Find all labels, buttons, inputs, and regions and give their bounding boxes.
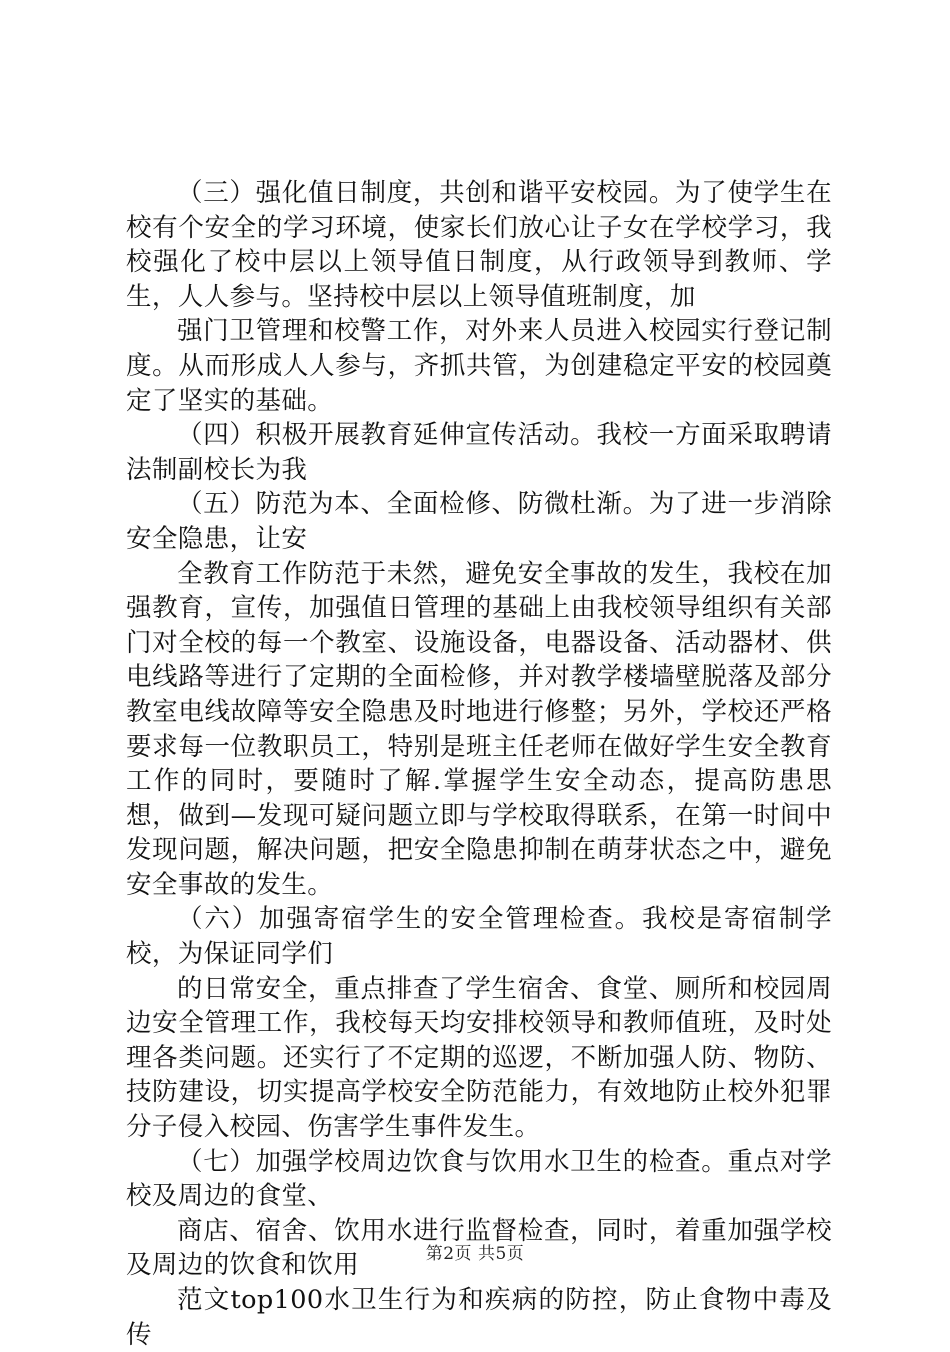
paragraph-4: （四）积极开展教育延伸宣传活动。我校一方面采取聘请法制副校长为我 [126, 420, 832, 485]
paragraph-7-tail: 范文top100水卫生行为和疾病的防控，防止食物中毒及传 [126, 1285, 832, 1350]
document-body [126, 176, 832, 1352]
paragraph-7-intro: （七）加强学校周边饮食与饮用水卫生的检查。重点对学校及周边的食堂、 [126, 1146, 832, 1212]
paragraph-7-continued: 商店、宿舍、饮用水进行监督检查，同时，着重加强学校及周边的饮食和饮用 [126, 1215, 832, 1281]
paragraph-5-intro: （五）防范为本、全面检修、防微杜渐。为了进一步消除安全隐患，让安 [126, 489, 832, 554]
paragraph-6-intro: （六）加强寄宿学生的安全管理检查。我校是寄宿制学校，为保证同学们 [126, 904, 832, 970]
page-footer: 第2页 共5页 [425, 1244, 525, 1264]
paragraph-3-intro: （三）强化值日制度，共创和谐平安校园。为了使学生在校有个安全的学习环境，使家长们放心让子女在学校学习，我校强化了校中层以上领导值日制度，从行政领导到教师、学生，人人参与。坚持校中层以上领导值班制度，加 [126, 178, 832, 312]
paragraph-5-continued: 全教育工作防范于未然，避免安全事故的发生，我校在加强教育，宣传，加强值日管理的基础上由我校领导组织有关部门对全校的每一个教室、设施设备，电器设备、活动器材、供电线路等进行了定期的全面检修，并对教学楼墙壁脱落及部分教室电线故障等安全隐患及时地进行修整；另外，学校还严格要求每一位教职员工，特别是班主任老师在做好学生安全教育工作的同时，要随时了解.掌握学生安全动态，提高防患思想，做到—发现可疑问题立即与学校取得联系，在第一时间中发现问题，解决问题，把安全隐患抑制在萌芽状态之中，避免安全事故的发生。 [126, 558, 832, 900]
paragraph-3-continued: 强门卫管理和校警工作，对外来人员进入校园实行登记制度。从而形成人人参与，齐抓共管，为创建稳定平安的校园奠定了坚实的基础。 [126, 316, 832, 416]
paragraph-6-continued: 的日常安全，重点排查了学生宿舍、食堂、厕所和校园周边安全管理工作，我校每天均安排校领导和教师值班，及时处理各类问题。还实行了不定期的巡逻，不断加强人防、物防、技防建设，切实提高学校安全防范能力，有效地防止校外犯罪分子侵入校园、伤害学生事件发生。 [126, 973, 832, 1143]
